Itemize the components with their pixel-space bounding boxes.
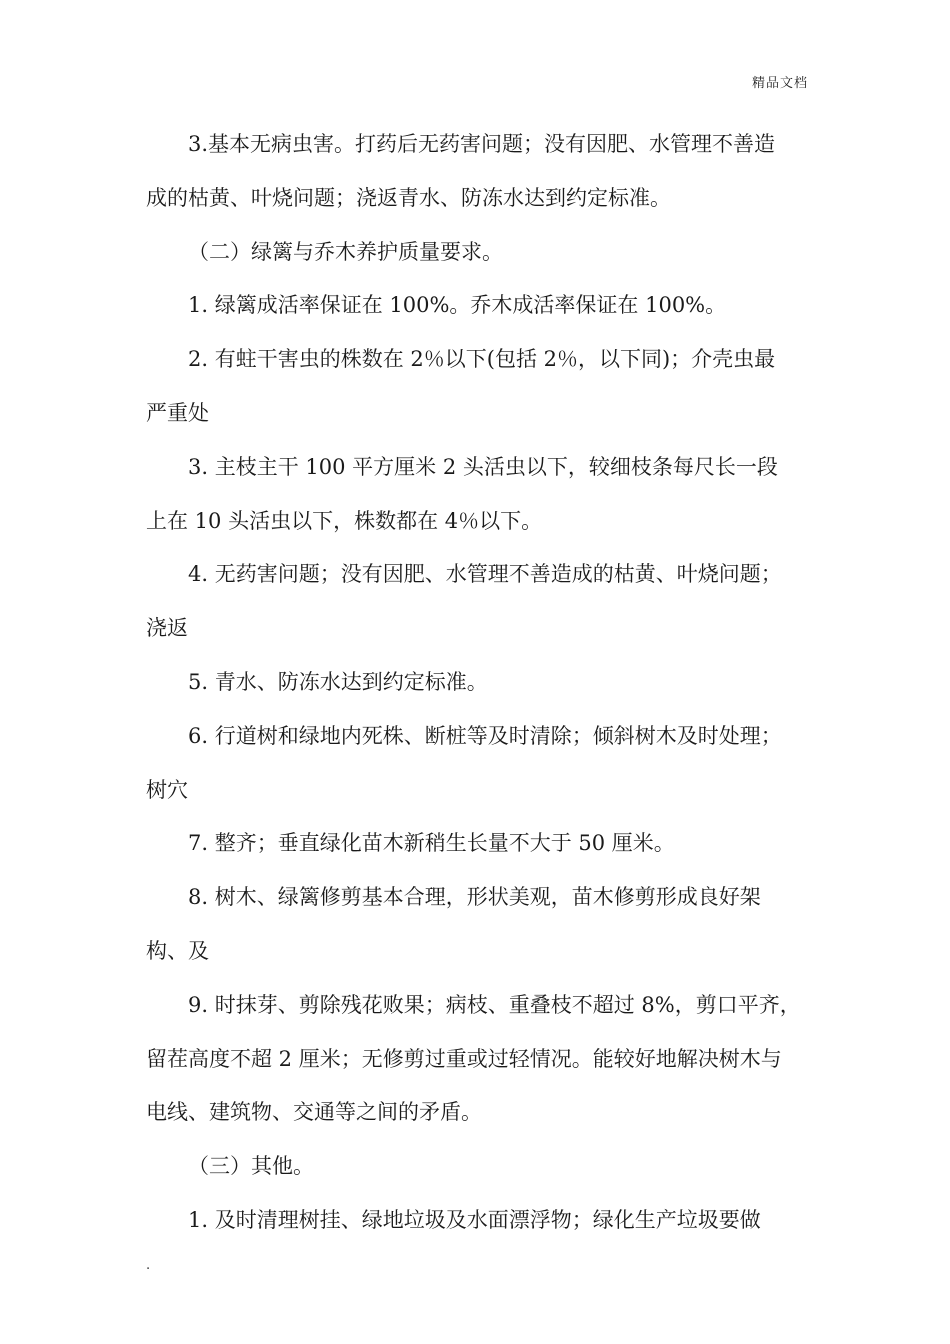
- text-line: 严重处: [146, 400, 209, 425]
- text-line: 浇返: [146, 616, 188, 641]
- list-item: 5. 青水、防冻水达到约定标准。: [188, 669, 488, 694]
- list-item: 8. 树木、绿篱修剪基本合理，形状美观，苗木修剪形成良好架: [188, 885, 761, 910]
- list-item: 7. 整齐；垂直绿化苗木新稍生长量不大于 50 厘米。: [188, 831, 675, 856]
- list-item: 9. 时抹芽、剪除残花败果；病枝、重叠枝不超过 8%，剪口平齐，: [188, 992, 801, 1017]
- list-item: 6. 行道树和绿地内死株、断桩等及时清除；倾斜树木及时处理；: [188, 723, 782, 748]
- list-item: 1. 及时清理树挂、绿地垃圾及水面漂浮物；绿化生产垃圾要做: [188, 1207, 761, 1232]
- text-line: 树穴: [146, 777, 188, 802]
- text-line: 电线、建筑物、交通等之间的矛盾。: [146, 1100, 482, 1125]
- list-item: 2. 有蛀干害虫的株数在 2％以下(包括 2％，以下同)；介壳虫最: [188, 347, 776, 372]
- page-footer-mark: .: [146, 1258, 151, 1273]
- page-header: 精品文档: [751, 76, 808, 91]
- text-line: 构、及: [146, 938, 209, 963]
- text-line: 上在 10 头活虫以下，株数都在 4％以下。: [146, 508, 543, 533]
- section-heading: （二）绿篱与乔木养护质量要求。: [188, 239, 503, 264]
- list-item: 1. 绿篱成活率保证在 100%。乔木成活率保证在 100%。: [188, 293, 727, 318]
- text-line: 留茬高度不超 2 厘米；无修剪过重或过轻情况。能较好地解决树木与: [146, 1046, 782, 1071]
- list-item: 4. 无药害问题；没有因肥、水管理不善造成的枯黄、叶烧问题；: [188, 562, 782, 587]
- section-heading: （三）其他。: [188, 1154, 314, 1179]
- text-line: 成的枯黄、叶烧问题；浇返青水、防冻水达到约定标准。: [146, 185, 671, 210]
- text-line: 3.基本无病虫害。打药后无药害问题；没有因肥、水管理不善造: [188, 132, 776, 156]
- list-item: 3. 主枝主干 100 平方厘米 2 头活虫以下，较细枝条每尺长一段: [188, 454, 778, 479]
- document-body: [146, 118, 810, 1248]
